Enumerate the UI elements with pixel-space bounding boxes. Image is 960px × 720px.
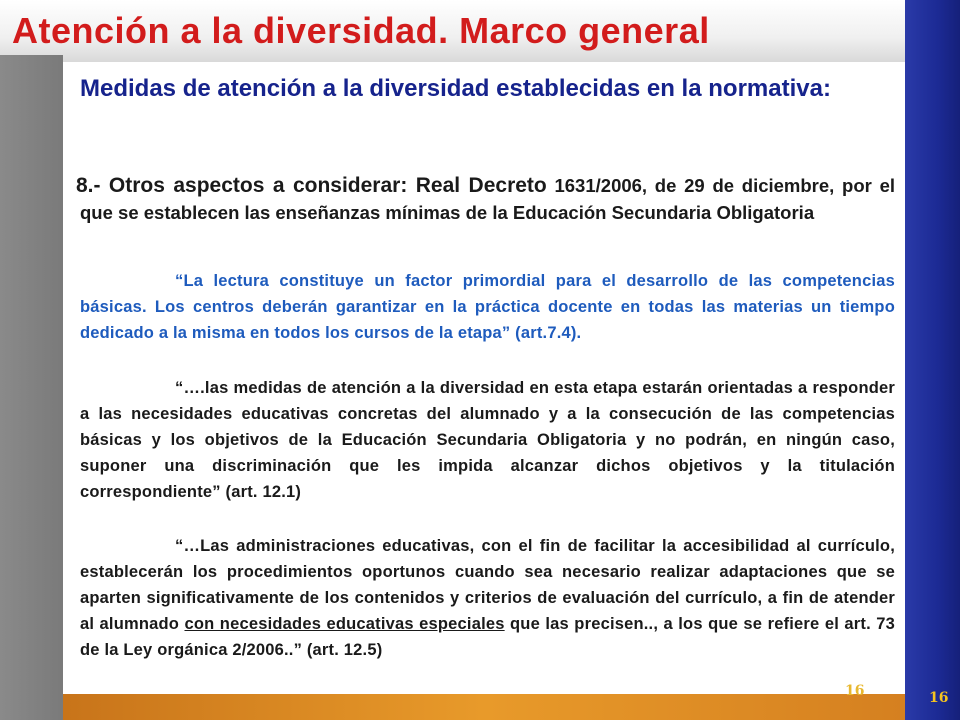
right-decorative-bar bbox=[905, 0, 960, 720]
quote-3-after: que las precisen.., a los que se refiere el art. 73 de la Ley orgánica 2/2006..” (art. 12.5) bbox=[80, 615, 895, 659]
section-rest: 1631/2006, de 29 de diciembre, por el que se establecen las enseñanzas mínimas de la Educación Secundaria Obligatoria bbox=[80, 175, 896, 223]
quote-3-before: “…Las administraciones educativas, con el fin de facilitar la accesibilidad al currículo, establecerán los procedimientos oportunos cuando sea necesario realizar adaptaciones que se aparten significativamente de los contenidos y criterios de evaluación del currículo, a fin de atender al alumnado bbox=[80, 537, 895, 633]
page-number: 16 bbox=[929, 690, 949, 706]
bottom-decorative-bar bbox=[63, 694, 905, 720]
page-number-faint: 16 bbox=[845, 683, 865, 699]
slide-subtitle: Medidas de atención a la diversidad establecidas en la normativa: bbox=[80, 75, 831, 102]
quote-reading: “La lectura constituye un factor primordial para el desarrollo de las competencias básicas. Los centros deberán garantizar en la práctica docente en todas las materias un tiempo dedicado a la misma en todos los cursos de la etapa” (art.7.4). bbox=[80, 272, 895, 342]
quote-diversity-measures: “….las medidas de atención a la diversidad en esta etapa estarán orientadas a responder a las necesidades educativas concretas del alumnado y a la consecución de las competencias básicas y los objetivos de la Educación Secundaria Obligatoria y no podrán, en ningún caso, suponer una discriminación que les impida alcanzar dichos objetivos y la titulación correspondiente” (art. 12.1) bbox=[80, 379, 895, 501]
section-lead: 8.- Otros aspectos a considerar: Real Decreto bbox=[76, 174, 547, 197]
quote-curriculum-adaptations bbox=[80, 533, 895, 663]
section-heading bbox=[76, 172, 896, 226]
slide-title: Atención a la diversidad. Marco general bbox=[12, 10, 710, 51]
quote-3-underlined: con necesidades educativas especiales bbox=[184, 615, 505, 633]
left-decorative-bar bbox=[0, 55, 63, 720]
